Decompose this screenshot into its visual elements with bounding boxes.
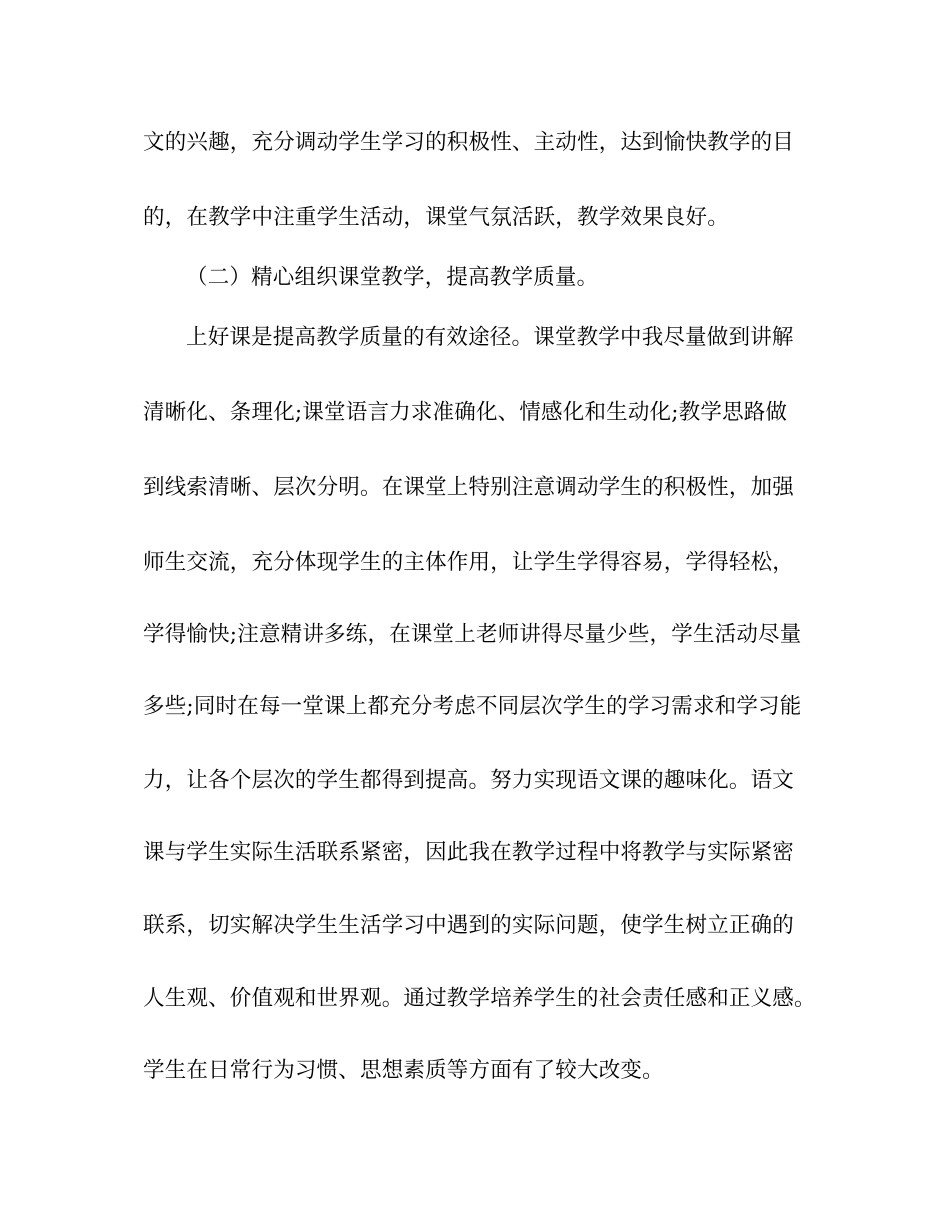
text-line: 人生观、价值观和世界观。通过教学培养学生的社会责任感和正义感。 (143, 986, 816, 1011)
text-line: 到线索清晰、层次分明。在课堂上特别注意调动学生的积极性，加强 (143, 475, 795, 500)
text-line: 文的兴趣，充分调动学生学习的积极性、主动性，达到愉快教学的目 (143, 130, 795, 155)
section-heading: （二）精心组织课堂教学，提高教学质量。 (186, 265, 599, 290)
text-line: 学得愉快;注意精讲多练，在课堂上老师讲得尽量少些，学生活动尽量 (143, 622, 802, 647)
text-line: 联系，切实解决学生生活学习中遇到的实际问题，使学生树立正确的 (143, 913, 795, 938)
text-line: 清晰化、条理化;课堂语言力求准确化、情感化和生动化;教学思路做 (143, 400, 788, 425)
text-line: 学生在日常行为习惯、思想素质等方面有了较大改变。 (143, 1058, 664, 1083)
text-line: 课与学生实际生活联系紧密，因此我在教学过程中将教学与实际紧密 (143, 840, 795, 865)
text-line: 力，让各个层次的学生都得到提高。努力实现语文课的趣味化。语文 (143, 768, 795, 793)
text-line: 多些;同时在每一堂课上都充分考虑不同层次学生的学习需求和学习能 (143, 694, 802, 719)
text-line: 的，在教学中注重学生活动，课堂气氛活跃，教学效果良好。 (143, 205, 729, 230)
paragraph-first-line: 上好课是提高教学质量的有效途径。课堂教学中我尽量做到讲解 (186, 325, 794, 350)
text-line: 师生交流，充分体现学生的主体作用，让学生学得容易，学得轻松， (143, 550, 795, 575)
